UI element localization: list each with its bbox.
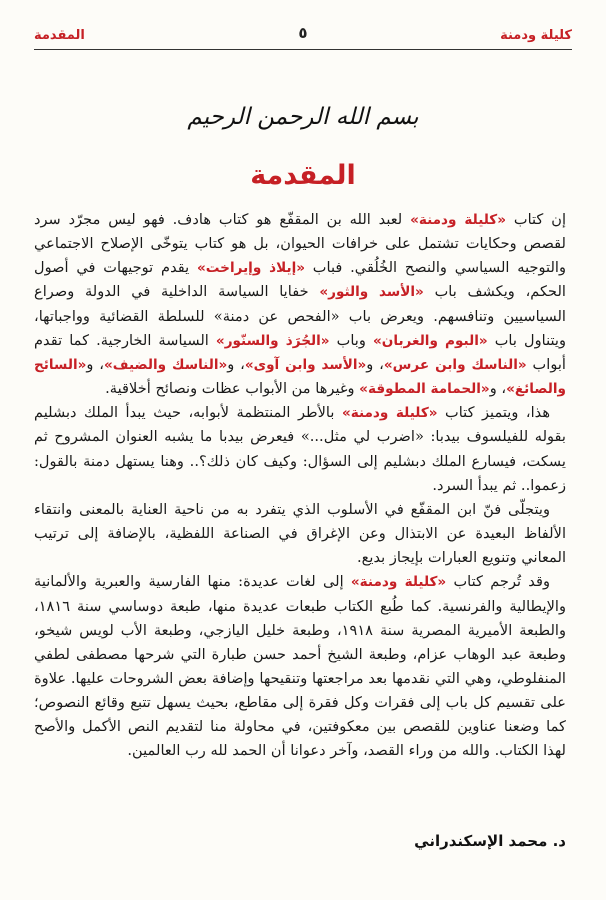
highlighted-title: «إيلاذ وإيراخت» <box>196 260 306 277</box>
page-number: ٥ <box>298 24 308 42</box>
author-signature: د. محمد الإسكندراني <box>414 832 566 850</box>
text-run: هذا، ويتميز كتاب <box>437 404 551 422</box>
highlighted-title: «السائح والصائغ» <box>34 356 566 398</box>
highlighted-title: «الأسد والثور» <box>319 284 424 301</box>
text-run: السياسة الخارجية. كما تقدم أبواب <box>34 331 566 373</box>
highlighted-title: «البوم والغربان» <box>372 332 488 349</box>
paragraph <box>34 208 566 401</box>
highlighted-title: «الأسد وابن آوى» <box>244 356 367 373</box>
text-run: لعبد الله بن المقفّع هو كتاب هادف. فهو ليس مجرّد سرد لقصص وحكايات تشتمل على خرافات الحيوان، بل هو كتاب يتوخّى الإصلاح الاجتماعي والتوجيه السياسي والنصح الخُلُقي. فباب <box>34 211 567 277</box>
text-run: وباب <box>329 331 373 349</box>
text-run: ، و <box>86 355 104 373</box>
page-title: المقدمة <box>250 160 356 191</box>
highlighted-title: «كليلة ودمنة» <box>350 574 447 591</box>
highlighted-title: «الحمامة المطوقة» <box>359 381 490 398</box>
text-run: ، و <box>489 380 507 398</box>
highlighted-title: «الناسك وابن عرس» <box>383 356 527 373</box>
highlighted-title: «الناسك والضيف» <box>103 356 228 373</box>
paragraph <box>34 401 566 498</box>
running-header <box>34 24 572 50</box>
highlighted-title: «كليلة ودمنة» <box>341 405 438 422</box>
text-run: ويتجلّى فنّ ابن المقفّع في الأسلوب الذي يتفرد به من ناحية العناية بالمعنى وانتقاء الألفاظ البعيدة عن الابتذال وعن الإغراق في الصناعة اللفظية، بالإضافة إلى ترتيب المعاني وتنويع العبارات بإيجاز بديع. <box>34 500 566 567</box>
paragraph <box>34 570 566 763</box>
header-section-title: المقدمة <box>34 28 85 43</box>
basmala-calligraphy: بسم الله الرحمن الرحيم <box>187 104 419 130</box>
highlighted-title: «الجُرَذ والسنّور» <box>215 332 330 349</box>
text-run: يقدم توجيهات في أصول الحكم، ويكشف باب <box>34 259 566 301</box>
body-text <box>34 208 566 764</box>
text-run: بالأطر المنتظمة لأبوابه، حيث يبدأ الملك دبشليم بقوله للفيلسوف بيدبا: «اضرب لي مثل...» فيعرض بيدبا ما يشبه العنوان المشروح ثم يسكت، فيسارع الملك دبشليم إلى السؤال: وكيف كان ذلك؟.. وهنا يستهل دمنة بالقول: زعموا.. ثم يبدأ السرد. <box>34 404 566 494</box>
header-book-title: كليلة ودمنة <box>500 28 572 43</box>
text-run: خفايا السياسة الداخلية في الدولة وصراع السياسيين وتنافسهم. ويعرض باب «الفحص عن دمنة» للسلطة القضائية وواجباتها، ويتناول باب <box>34 283 567 349</box>
text-run: وغيرها من الأبواب عظات ونصائح أخلاقية. <box>105 380 360 398</box>
highlighted-title: «كليلة ودمنة» <box>410 212 506 228</box>
text-run: إلى لغات عديدة: منها الفارسية والعبرية والألمانية والإيطالية والفرنسية. كما طُبع الكتاب طبعات عديدة منها، طبعة دوساسي سنة ١٨١٦، والطبعة الأميرية المصرية سنة ١٩١٨، وطبعة خليل اليازجي، وطبعة الأب لويس شيخو، وطبعة عبد الوهاب عزام، وطبعة الشيخ أحمد حسن طبارة التي شرحها مصطفى لطفي المنفلوطي، وهي التي نقدمها بعد مراجعتها وتنقيحها وإضافة بعض الشروحات عليها. علاوة على تقسيم كل باب إلى فقرات وكل فقرة إلى مقاطع، بحيث يسهل تتبع وقائع النصوص؛ كما وضعنا عناوين للقصص بين معكوفتين، في محاولة منا لتقديم النص الأكمل والأصح لهذا الكتاب. والله من وراء القصد، وآخر دعوانا أن الحمد لله رب العالمين. <box>34 573 567 760</box>
text-run: ، و <box>366 355 384 373</box>
text-run: ، و <box>227 355 245 373</box>
text-run: إن كتاب <box>506 211 566 228</box>
text-run: وقد تُرجم كتاب <box>446 573 550 591</box>
paragraph <box>34 498 566 570</box>
